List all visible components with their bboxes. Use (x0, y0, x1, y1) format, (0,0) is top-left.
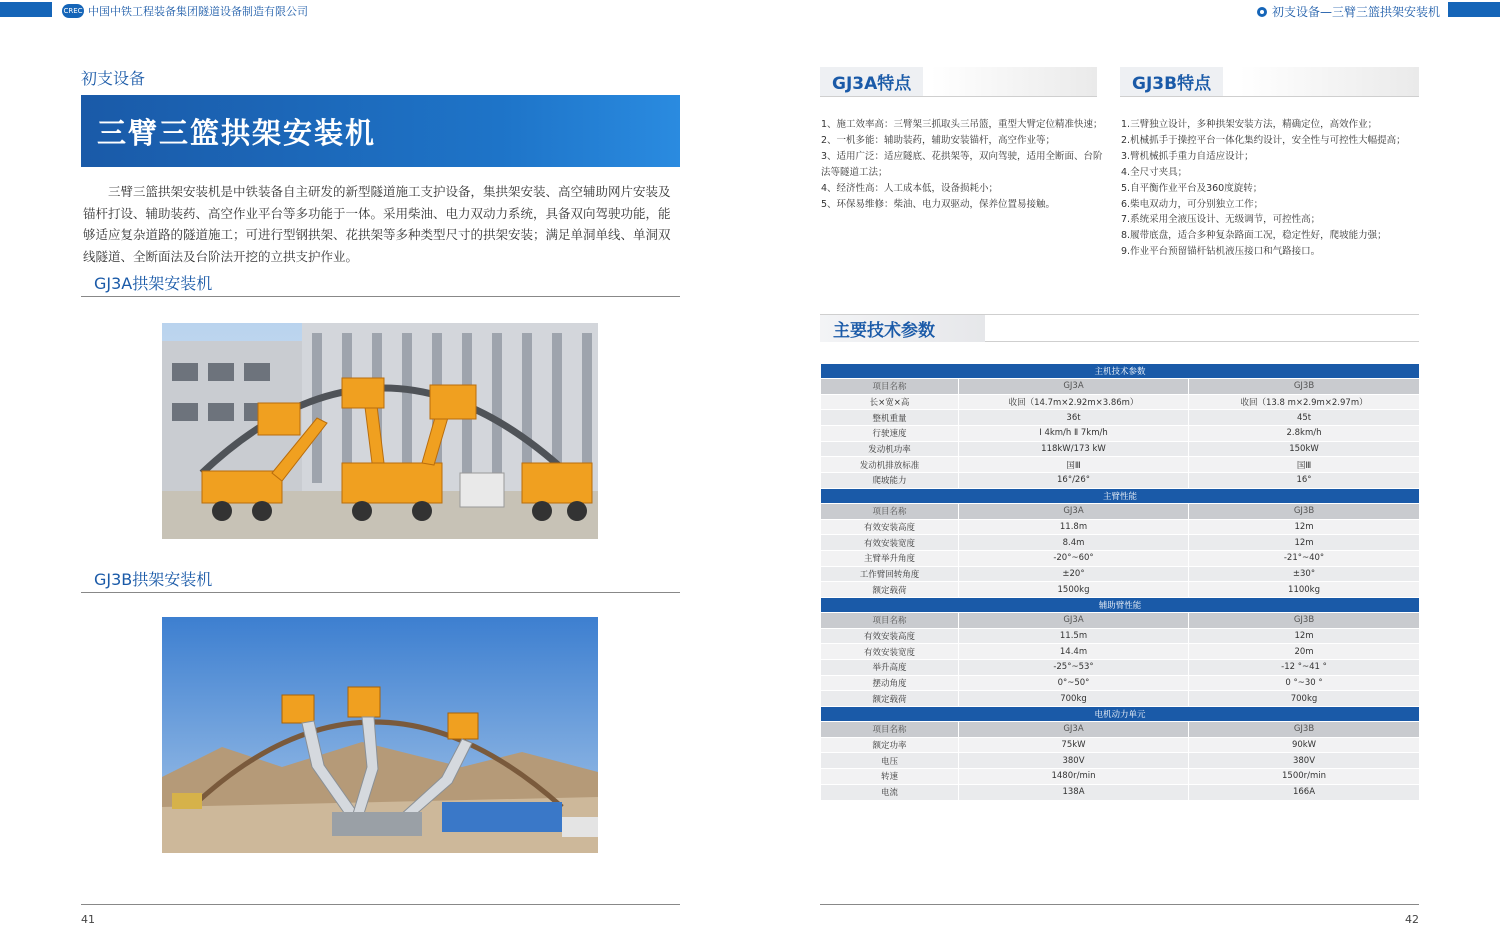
spec-header-row (821, 503, 1420, 519)
spec-value: 12m (1189, 519, 1420, 535)
spec-value: 36t (959, 410, 1189, 426)
spec-item-name: 电压 (821, 753, 959, 769)
spec-section-title: 辅助臂性能 (821, 597, 1420, 612)
spec-data-row (821, 753, 1420, 769)
spec-value: -20°~60° (959, 550, 1189, 566)
spec-item-name: 发动机排放标准 (821, 457, 959, 473)
running-header-title (1257, 3, 1440, 20)
spec-data-row (821, 737, 1420, 753)
gj3a-feature-item: 4、经济性高：人工成本低，设备损耗小； (821, 182, 999, 194)
spec-item-name: 长×宽×高 (821, 394, 959, 410)
spec-header-row (821, 722, 1420, 738)
spec-data-row (821, 441, 1420, 457)
gj3a-machine-photo (162, 323, 598, 539)
spec-value: 75kW (959, 737, 1189, 753)
spec-value: 20m (1189, 644, 1420, 660)
spec-value: 0 °~30 ° (1189, 675, 1420, 691)
spec-header-row (821, 379, 1420, 395)
spec-data-row (821, 410, 1420, 426)
gj3b-features-list (1121, 117, 1419, 260)
spec-header-cell: GJ3A (959, 722, 1189, 738)
spec-item-name: 额定功率 (821, 737, 959, 753)
spec-value: 0°~50° (959, 675, 1189, 691)
spec-header-cell: GJ3A (959, 503, 1189, 519)
gj3b-feature-item: 3.臂机械抓手重力自适应设计； (1121, 150, 1254, 162)
spec-value: 12m (1189, 535, 1420, 551)
gj3a-feature-item: 1、施工效率高：三臂架三抓取头三吊篮，重型大臂定位精准快速； (821, 119, 1103, 130)
gj3b-feature-item: 4.全尺寸夹具； (1121, 166, 1188, 178)
spec-data-row (821, 784, 1420, 800)
spec-data-row (821, 691, 1420, 707)
spec-table (820, 363, 1420, 801)
spec-data-row (821, 535, 1420, 551)
spec-value: 国Ⅲ (959, 457, 1189, 473)
spec-value: 1500r/min (1189, 769, 1420, 785)
spec-value: 700kg (1189, 691, 1420, 707)
spec-section-row (821, 364, 1420, 379)
gj3a-features-heading (820, 67, 1097, 97)
spec-value: 118kW/173 kW (959, 441, 1189, 457)
spec-item-name: 额定载荷 (821, 691, 959, 707)
gj3b-feature-item: 5.自平衡作业平台及360度旋转； (1121, 182, 1263, 194)
spec-item-name: 摆动角度 (821, 675, 959, 691)
main-params-title: 主要技术参数 (820, 315, 985, 342)
gj3b-feature-item: 8.履带底盘，适合多种复杂路面工况，稳定性好，爬坡能力强； (1121, 230, 1387, 242)
footer-rule-left (81, 904, 680, 905)
gj3a-feature-item: 3、适用广泛：适应隧底、花拱架等，双向驾驶，适用全断面、台阶 (821, 150, 1103, 162)
spec-data-row (821, 550, 1420, 566)
page-number-left: 41 (81, 913, 95, 926)
spec-header-cell: 项目名称 (821, 503, 959, 519)
spec-data-row (821, 644, 1420, 660)
spec-section-row (821, 707, 1420, 722)
spec-value: -21°~40° (1189, 550, 1420, 566)
spec-item-name: 举升高度 (821, 660, 959, 676)
gj3b-feature-item: 1.三臂独立设计，多种拱架安装方法，精确定位，高效作业； (1121, 119, 1378, 130)
spec-value: -25°~53° (959, 660, 1189, 676)
page-title: 三臂三篮拱架安装机 (97, 116, 377, 150)
spec-item-name: 有效安装高度 (821, 628, 959, 644)
gj3a-feature-item: 5、环保易维修：柴油、电力双驱动，保养位置易接触。 (821, 198, 1056, 210)
spec-header-cell: GJ3B (1189, 379, 1420, 395)
gj3b-feature-item: 7.系统采用全液压设计、无级调节，可控性高； (1121, 214, 1321, 226)
gj3b-feature-item: 9.作业平台预留锚杆钻机液压接口和气路接口。 (1121, 246, 1321, 258)
spec-value: ±20° (959, 566, 1189, 582)
spec-value: 1500kg (959, 582, 1189, 598)
spec-value: 国Ⅲ (1189, 457, 1420, 473)
spec-item-name: 爬坡能力 (821, 473, 959, 489)
gj3a-heading (81, 269, 680, 297)
footer-rule-right (820, 904, 1419, 905)
spec-value: 380V (1189, 753, 1420, 769)
gj3b-features-title: GJ3B特点 (1120, 67, 1223, 96)
spec-data-row (821, 660, 1420, 676)
spec-header-cell: 项目名称 (821, 722, 959, 738)
spec-item-name: 行驶速度 (821, 426, 959, 442)
spec-value: 14.4m (959, 644, 1189, 660)
spec-data-row (821, 582, 1420, 598)
gj3b-features-heading (1120, 67, 1419, 97)
spec-value: 11.5m (959, 628, 1189, 644)
spec-value: 16°/26° (959, 473, 1189, 489)
gj3a-features-list (821, 117, 1106, 212)
spec-value: 45t (1189, 410, 1420, 426)
spec-value: 166A (1189, 784, 1420, 800)
spec-item-name: 额定载荷 (821, 582, 959, 598)
spec-section-title: 电机动力单元 (821, 707, 1420, 722)
spec-value: -12 °~41 ° (1189, 660, 1420, 676)
spec-item-name: 有效安装宽度 (821, 535, 959, 551)
spec-value: 1100kg (1189, 582, 1420, 598)
spec-data-row (821, 519, 1420, 535)
section-label: 初支设备 (81, 69, 146, 88)
spec-header-cell: GJ3B (1189, 612, 1420, 628)
title-banner (81, 95, 680, 167)
spec-section-title: 主臂性能 (821, 488, 1420, 503)
spec-table-body (821, 364, 1420, 801)
spec-value: 150kW (1189, 441, 1420, 457)
gj3b-machine-photo (162, 617, 598, 853)
bullet-circle-icon (1257, 7, 1267, 17)
spec-value: 700kg (959, 691, 1189, 707)
main-params-heading (820, 314, 1419, 342)
gj3a-feature-item: 法等隧道工法； (821, 166, 888, 178)
header-color-block-left (0, 2, 52, 17)
gj3a-features-title: GJ3A特点 (820, 67, 923, 96)
spec-value: 1480r/min (959, 769, 1189, 785)
spec-item-name: 转速 (821, 769, 959, 785)
intro-paragraph: 三臂三篮拱架安装机是中铁装备自主研发的新型隧道施工支护设备，集拱架安装、高空辅助网片安装及锚杆打设、辅助装药、高空作业平台等多功能于一体。采用柴油、电力双动力系统，具备双向驾驶功能，能够适应复杂道路的隧道施工；可进行型钢拱架、花拱架等多种类型尺寸的拱架安装；满足单洞单线、单洞双线隧道、全断面法及台阶法开挖的立拱支护作业。 (83, 184, 671, 264)
gj3a-feature-item: 2、一机多能：辅助装药，辅助安装锚杆，高空作业等； (821, 134, 1056, 146)
company-name (62, 3, 308, 19)
gj3a-heading-text: GJ3A拱架安装机 (94, 274, 213, 293)
spec-item-name: 有效安装高度 (821, 519, 959, 535)
spec-data-row (821, 566, 1420, 582)
spec-value: 16° (1189, 473, 1420, 489)
spec-header-cell: 项目名称 (821, 379, 959, 395)
spec-item-name: 主臂举升角度 (821, 550, 959, 566)
spec-value: 11.8m (959, 519, 1189, 535)
spec-data-row (821, 675, 1420, 691)
spec-item-name: 有效安装宽度 (821, 644, 959, 660)
spec-header-cell: GJ3B (1189, 722, 1420, 738)
spec-value: 138A (959, 784, 1189, 800)
spec-value: 90kW (1189, 737, 1420, 753)
spec-item-name: 电流 (821, 784, 959, 800)
spec-section-row (821, 597, 1420, 612)
spec-data-row (821, 426, 1420, 442)
spec-value: 12m (1189, 628, 1420, 644)
spec-section-row (821, 488, 1420, 503)
header-color-block-right (1448, 2, 1500, 17)
spec-data-row (821, 628, 1420, 644)
spec-data-row (821, 457, 1420, 473)
spec-header-cell: GJ3B (1189, 503, 1420, 519)
spec-section-title: 主机技术参数 (821, 364, 1420, 379)
spec-item-name: 工作臂回转角度 (821, 566, 959, 582)
spec-data-row (821, 769, 1420, 785)
company-logo-icon: CREC (62, 4, 84, 18)
spec-item-name: 整机重量 (821, 410, 959, 426)
spec-data-row (821, 473, 1420, 489)
gj3b-feature-item: 2.机械抓手于操控平台一体化集约设计，安全性与可控性大幅提高； (1121, 134, 1406, 146)
spec-header-cell: 项目名称 (821, 612, 959, 628)
company-name-text: 中国中铁工程装备集团隧道设备制造有限公司 (88, 5, 308, 18)
page-number-right: 42 (1405, 913, 1419, 926)
spec-value: 收回（14.7m×2.92m×3.86m） (959, 394, 1189, 410)
spec-header-cell: GJ3A (959, 612, 1189, 628)
spec-value: 380V (959, 753, 1189, 769)
spec-value: Ⅰ 4km/h Ⅱ 7km/h (959, 426, 1189, 442)
spec-data-row (821, 394, 1420, 410)
running-header-text: 初支设备—三臂三篮拱架安装机 (1271, 5, 1440, 19)
gj3b-heading-text: GJ3B拱架安装机 (94, 570, 213, 589)
spec-value: ±30° (1189, 566, 1420, 582)
spec-header-cell: GJ3A (959, 379, 1189, 395)
spec-value: 2.8km/h (1189, 426, 1420, 442)
gj3b-heading (81, 565, 680, 593)
spec-item-name: 发动机功率 (821, 441, 959, 457)
gj3b-feature-item: 6.柴电双动力，可分别独立工作； (1121, 198, 1264, 210)
spec-value: 8.4m (959, 535, 1189, 551)
spec-value: 收回（13.8 m×2.9m×2.97m） (1189, 394, 1420, 410)
spec-header-row (821, 612, 1420, 628)
